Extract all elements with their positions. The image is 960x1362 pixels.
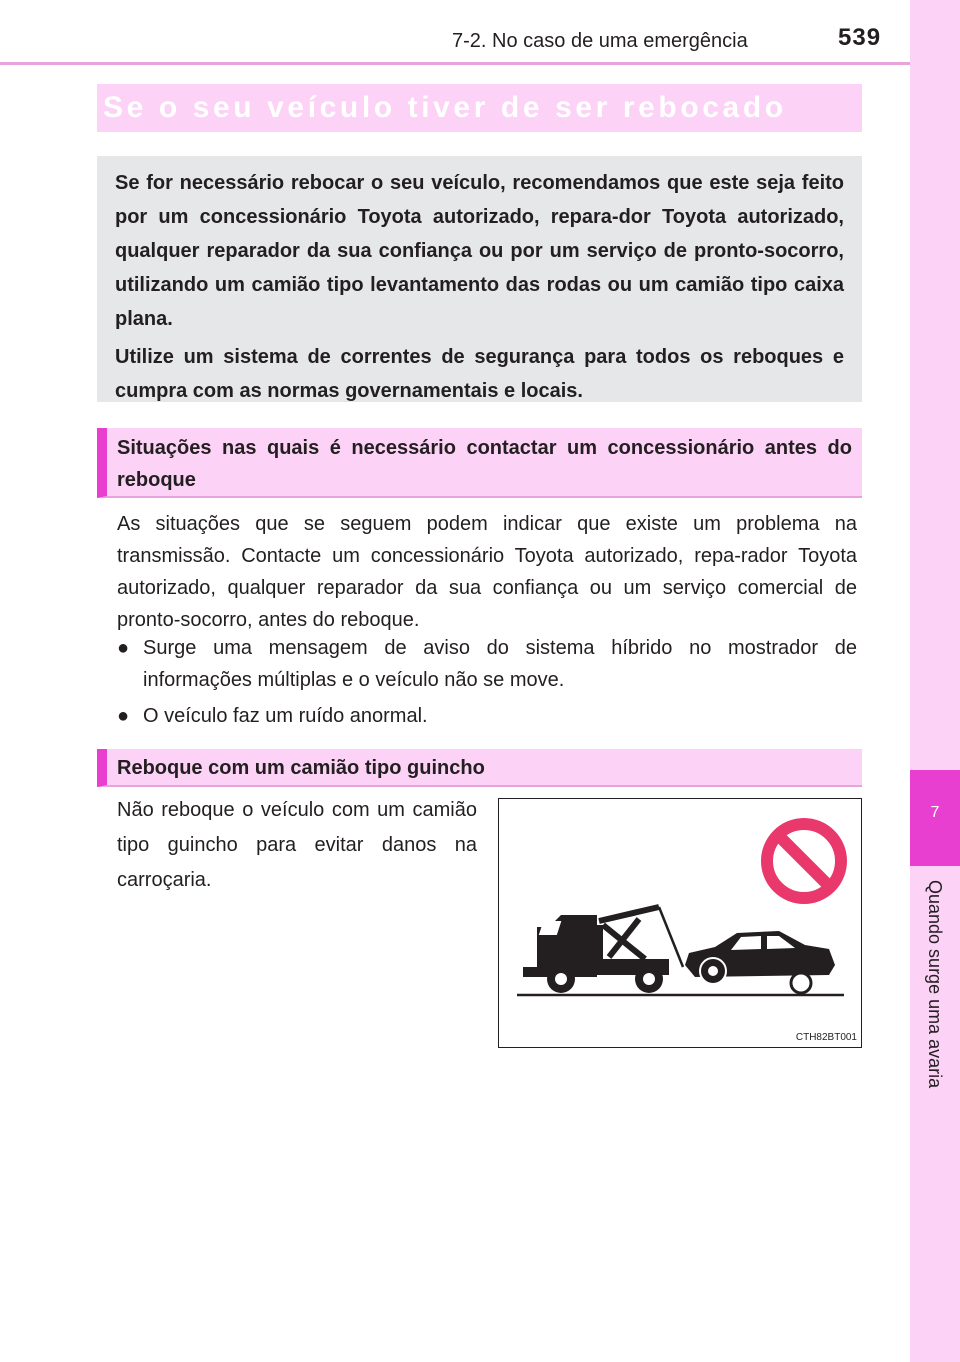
- intro-box: [97, 156, 862, 402]
- bullet-icon: ●: [117, 705, 130, 727]
- chapter-number-tab[interactable]: 7: [910, 770, 960, 866]
- subheading-sling-tow: [97, 749, 862, 787]
- bullet-text: Surge uma mensagem de aviso do sistema híbrido no mostrador de informações múltiplas e o veículo não se move.: [143, 637, 857, 691]
- intro-paragraph-1: Se for necessário rebocar o seu veículo, recomendamos que este seja feito por um concessionário Toyota autorizado, repara-dor Toyota autorizado, qualquer reparador da sua confiança ou por um serviço de pronto-socorro, utilizando um camião tipo levantamento das rodas ou um camião tipo caixa plana.: [115, 172, 844, 330]
- chapter-side-strip: [910, 0, 960, 1362]
- tow-truck-icon: [523, 907, 683, 993]
- tow-truck-figure: [498, 798, 862, 1048]
- bullet-item-abnormal-noise: [117, 700, 857, 732]
- banner-title: Se o seu veículo tiver de ser rebocado: [103, 91, 787, 124]
- prohibition-icon: [767, 824, 841, 898]
- tow-truck-illustration: [499, 799, 863, 1049]
- dealer-contact-paragraph: As situações que se seguem podem indicar que existe um problema na transmissão. Contacte um concessionário Toyota autorizado, repa-rador Toyota autorizado, qualquer reparador da sua confiança ou um serviço comercial de pronto-socorro, antes do reboque.: [117, 513, 857, 631]
- header-section-title: 7-2. No caso de uma emergência: [452, 30, 748, 52]
- intro-paragraph-2: Utilize um sistema de correntes de segurança para todos os reboques e cumpra com as normas governamentais e locais.: [115, 346, 844, 402]
- subheading-dealer-contact-text: Situações nas quais é necessário contactar um concessionário antes do reboque: [117, 437, 852, 491]
- figure-code: CTH82BT001: [795, 1032, 857, 1043]
- bullet-item-warning-message: [117, 632, 857, 696]
- bullet-icon: ●: [117, 637, 130, 659]
- sling-tow-paragraph: Não reboque o veículo com um camião tipo guincho para evitar danos na carroçaria.: [117, 799, 477, 891]
- subheading-dealer-contact: [97, 428, 862, 498]
- towed-car-icon: [685, 931, 835, 993]
- subheading-sling-tow-text: Reboque com um camião tipo guincho: [117, 757, 485, 779]
- header-divider: [0, 62, 910, 65]
- bullet-text: O veículo faz um ruído anormal.: [143, 705, 428, 727]
- section-banner: [97, 84, 862, 132]
- chapter-title: Quando surge uma avaria: [925, 880, 945, 1089]
- page-number: 539: [838, 24, 882, 51]
